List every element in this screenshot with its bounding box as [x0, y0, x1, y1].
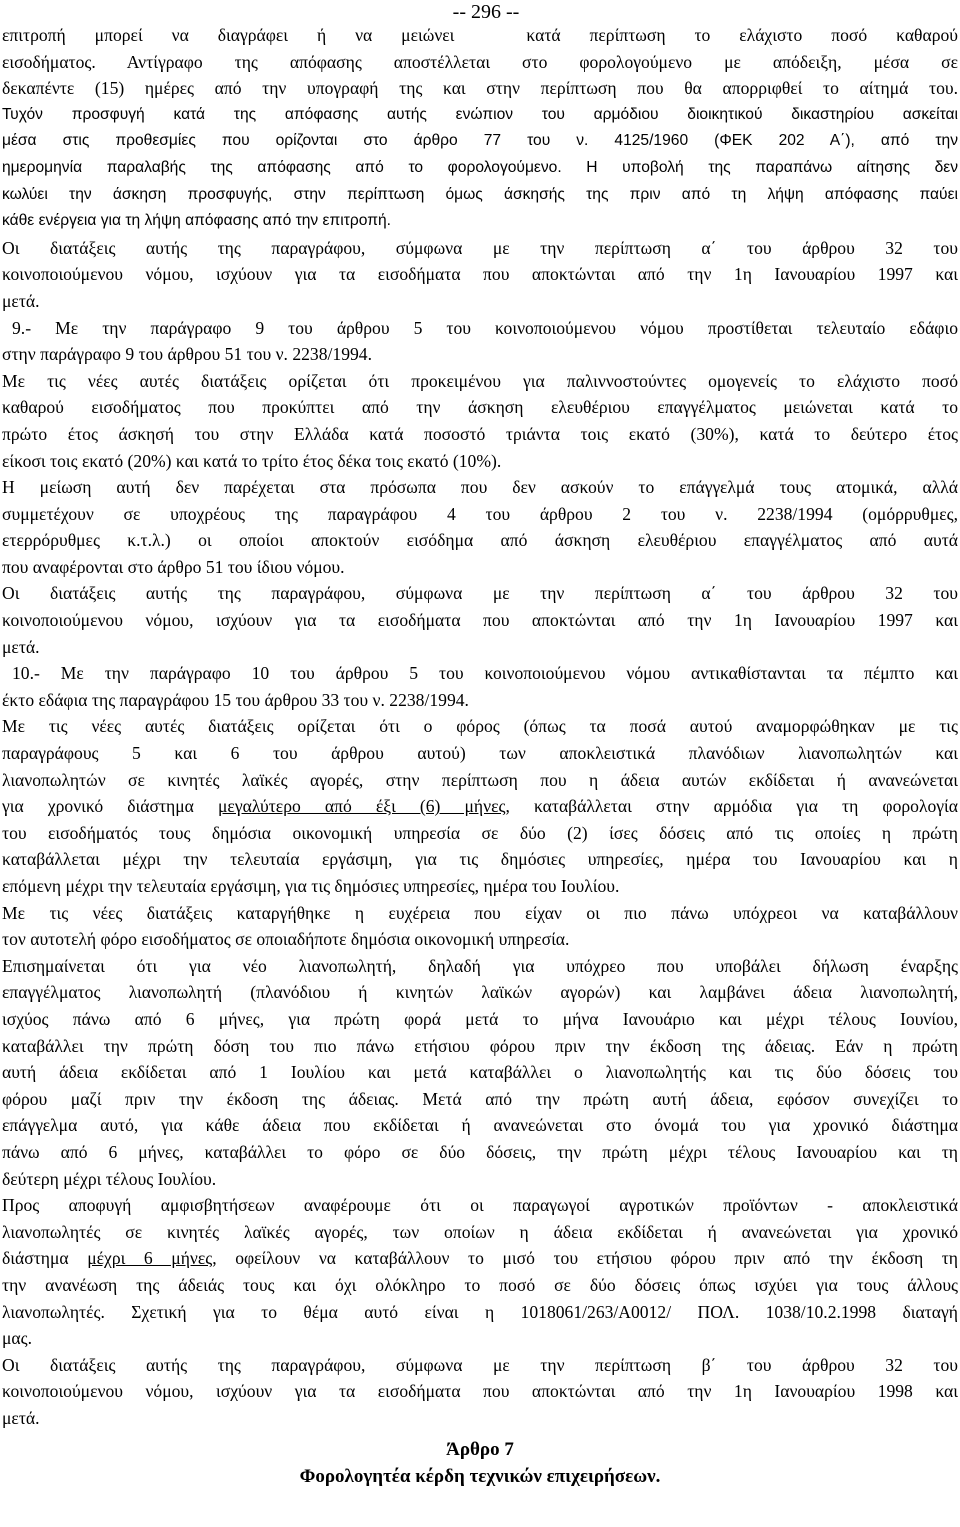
text-line: καταβάλλεται μέχρι την τελευταία εργάσιμη, για τις δημόσιες υπηρεσίες, ημέρα του Ιανουαρίου και η	[2, 849, 958, 870]
text-line: του εισοδήματός τους δημόσια οικονομική υπηρεσία σε δύο (2) ίσες δόσεις από τις οποίες η πρώτη	[2, 822, 958, 843]
text-line: Με τις νέες διατάξεις καταργήθηκε η ευχέρεια που είχαν οι πιο πάνω υπόχρεοι να καταβάλλουν	[2, 902, 958, 923]
text-line: για χρονικό διάστημα μεγαλύτερο από έξι (6) μήνες, καταβάλλεται στην αρμόδια για τη φορολογία	[2, 796, 958, 817]
text-line: πρώτο έτος άσκησή του στην Ελλάδα κατά ποσοστό τριάντα τοις εκατό (30%), κατά το δεύτερο έτος	[2, 423, 958, 444]
document-page	[2, 0, 958, 1491]
text-line: φόρου μαζί πριν την έκδοση της άδειας. Μετά από την πρώτη αυτή άδεια, εφόσον συνεχίζει το	[2, 1088, 958, 1109]
article-title: Φορολογητέα κέρδη τεχνικών επιχειρήσεων.	[299, 1466, 661, 1488]
text-line: αυτή άδεια εκδίδεται από 1 Ιουλίου και μετά καταβάλλει ο λιανοπωλητής και τις δύο δόσεις του	[2, 1062, 958, 1083]
text-line: ημερομηνία παραλαβής της απόφασης από το φορολογούμενο. Η υποβολή της παραπάνω αίτησης δεν	[2, 158, 958, 176]
text-line: Με τις νέες αυτές διατάξεις ορίζεται ότι προκειμένου για παλιννοστούντες ομογενείς το ελάχιστο ποσό	[2, 370, 958, 391]
text-line: επαγγέλματος λιανοπωλητή (πλανόδιου ή κινητών λαϊκών αγορών) και λαμβάνει άδεια λιανοπωλητή,	[2, 982, 958, 1003]
text-line: εισοδήματος. Αντίγραφο της απόφασης αποστέλλεται στο φορολογούμενο με απόδειξη, μέσα σε	[2, 51, 958, 72]
text-line: επόμενη μέχρι την τελευταία εργάσιμη, για τις δημόσιες υπηρεσίες, ημέρα του Ιουλίου.	[2, 876, 620, 896]
text-line: λιανοπωλητές. Σχετική για το θέμα αυτό είναι η 1018061/263/Α0012/ ΠΟΛ. 1038/10.2.1998 διαταγή	[2, 1301, 958, 1322]
text-line: κάθε ενέργεια για τη λήψη απόφασης από την επιτροπή.	[2, 212, 391, 230]
text-line: που αναφέρονται στο άρθρο 51 του ίδιου νόμου.	[2, 556, 345, 577]
text-line: 10.- Με την παράγραφο 10 του άρθρου 5 του κοινοποιούμενου νόμου αντικαθίστανται τα πέμπτο και	[12, 663, 958, 684]
page-number: -- 296 --	[452, 1, 520, 23]
text-line: μας.	[2, 1328, 33, 1349]
text-line: κωλύει την άσκηση προσφυγής, στην περίπτωση όμως άσκησής της πριν από τη λήψη απόφασης παύει	[2, 185, 958, 203]
text-line: επάγγελμα αυτό, για κάθε άδεια που εκδίδεται ή ανανεώνεται στο όνομά του για χρονικό διάστημα	[2, 1115, 958, 1136]
text-line: Τυχόν προσφυγή κατά της απόφασης αυτής ενώπιον του αρμόδιου διοικητικού δικαστηρίου ασκείται	[2, 105, 958, 123]
text-line: Οι διατάξεις αυτής της παραγράφου, σύμφωνα με την περίπτωση α΄ του άρθρου 32 του	[2, 583, 958, 604]
text-line: λιανοπωλητές σε κινητές λαϊκές αγορές, των οποίων η άδεια εκδίδεται ή ανανεώνεται για χρονικό	[2, 1221, 958, 1242]
text-line: Επισημαίνεται ότι για νέο λιανοπωλητή, δηλαδή για υπόχρεο που υποβάλει δήλωση έναρξης	[2, 955, 958, 976]
text-line: μετά.	[2, 636, 40, 657]
text-line: επιτροπή μπορεί να διαγράφει ή να μειώνει κατά περίπτωση το ελάχιστο ποσό καθαρού	[2, 25, 958, 45]
text-line: συμμετέχουν σε υποχρέους της παραγράφου 4 του άρθρου 2 του ν. 2238/1994 (ομόρρυθμες,	[2, 503, 958, 524]
text-line: στην παράγραφο 9 του άρθρου 51 του ν. 2238/1994.	[2, 344, 372, 365]
text-line: πάνω από 6 μήνες, καταβάλλει το φόρο σε δύο δόσεις, την πρώτη μέχρι τέλους Ιανουαρίου και τη	[2, 1141, 958, 1162]
text-line: καθαρού εισοδήματος που προκύπτει από την άσκηση ελευθέριου επαγγέλματος μειώνεται κατά το	[2, 397, 958, 418]
text-line: καταβάλλει την πρώτη δόση του πιο πάνω ετήσιου φόρου πριν την έκδοση της άδειας. Εάν η πρώτη	[2, 1035, 958, 1056]
text-line: Με τις νέες αυτές διατάξεις ορίζεται ότι ο φόρος (όπως τα ποσά αυτού αναμορφώθηκαν με τις	[2, 716, 958, 737]
text-line: κοινοποιούμενου νόμου, ισχύουν για τα εισοδήματα που αποκτώνται από την 1η Ιανουαρίου 1997 και	[2, 264, 958, 285]
text-line: 9.- Με την παράγραφο 9 του άρθρου 5 του κοινοποιούμενου νόμου προστίθεται τελευταίο εδάφιο	[12, 317, 958, 338]
text-line: την ανανέωση της άδειάς τους και όχι ολόκληρο το ποσό σε δύο δόσεις όπως ισχύει για τους άλλους	[2, 1274, 958, 1295]
text-line: δεκαπέντε (15) ημέρες από την υπογραφή της και στην περίπτωση που θα απορριφθεί το αίτημά του.	[2, 78, 958, 99]
text-line: παραγράφους 5 και 6 του άρθρου αυτού) των αποκλειστικά πλανόδιων λιανοπωλητών και	[2, 743, 958, 764]
text-line: κοινοποιούμενου νόμου, ισχύουν για τα εισοδήματα που αποκτώνται από την 1η Ιανουαρίου 1997 και	[2, 610, 958, 631]
text-line: ετερρόρυθμες κ.τ.λ.) οι οποίοι αποκτούν εισόδημα από άσκηση ελευθέριου επαγγέλματος από αυτά	[2, 530, 958, 551]
article-number: Άρθρο 7	[446, 1439, 514, 1461]
text-line: Η μείωση αυτή δεν παρέχεται στα πρόσωπα που δεν ασκούν το επάγγελμά τους ατομικά, αλλά	[2, 477, 958, 498]
text-line: κοινοποιούμενου νόμου, ισχύουν για τα εισοδήματα που αποκτώνται από την 1η Ιανουαρίου 1998 και	[2, 1381, 958, 1402]
text-line: διάστημα μέχρι 6 μήνες, οφείλουν να καταβάλλουν το μισό του ετήσιου φόρου πριν από την έκδοση τη	[2, 1248, 958, 1269]
text-line: δεύτερη μέχρι τέλους Ιουλίου.	[2, 1168, 217, 1189]
text-line: μετά.	[2, 290, 40, 311]
text-line: μετά.	[2, 1407, 40, 1428]
text-line: ισχύος πάνω από 6 μήνες, για πρώτη φορά μετά το μήνα Ιανουάριο και μέχρι τέλους Ιουνίου,	[2, 1008, 958, 1029]
text-line: Προς αποφυγή αμφισβητήσεων αναφέρουμε ότι οι παραγωγοί αγροτικών προϊόντων - αποκλειστικά	[2, 1195, 958, 1216]
text-line: Οι διατάξεις αυτής της παραγράφου, σύμφωνα με την περίπτωση β΄ του άρθρου 32 του	[2, 1354, 958, 1375]
text-line: Οι διατάξεις αυτής της παραγράφου, σύμφωνα με την περίπτωση α΄ του άρθρου 32 του	[2, 237, 958, 258]
text-line: λιανοπωλητών σε κινητές λαϊκές αγορές, στην περίπτωση που η άδεια αυτών εκδίδεται ή ανανεώνεται	[2, 769, 958, 790]
text-line: μέσα στις προθεσμίες που ορίζονται στο άρθρο 77 του ν. 4125/1960 (ΦΕΚ 202 Α΄), από την	[2, 132, 958, 150]
text-line: έκτο εδάφια της παραγράφου 15 του άρθρου 33 του ν. 2238/1994.	[2, 689, 469, 710]
text-line: τον αυτοτελή φόρο εισοδήματος σε οποιαδήποτε δημόσια οικονομική υπηρεσία.	[2, 929, 570, 950]
text-line: είκοσι τοις εκατό (20%) και κατά το τρίτο έτος δέκα τοις εκατό (10%).	[2, 450, 502, 471]
